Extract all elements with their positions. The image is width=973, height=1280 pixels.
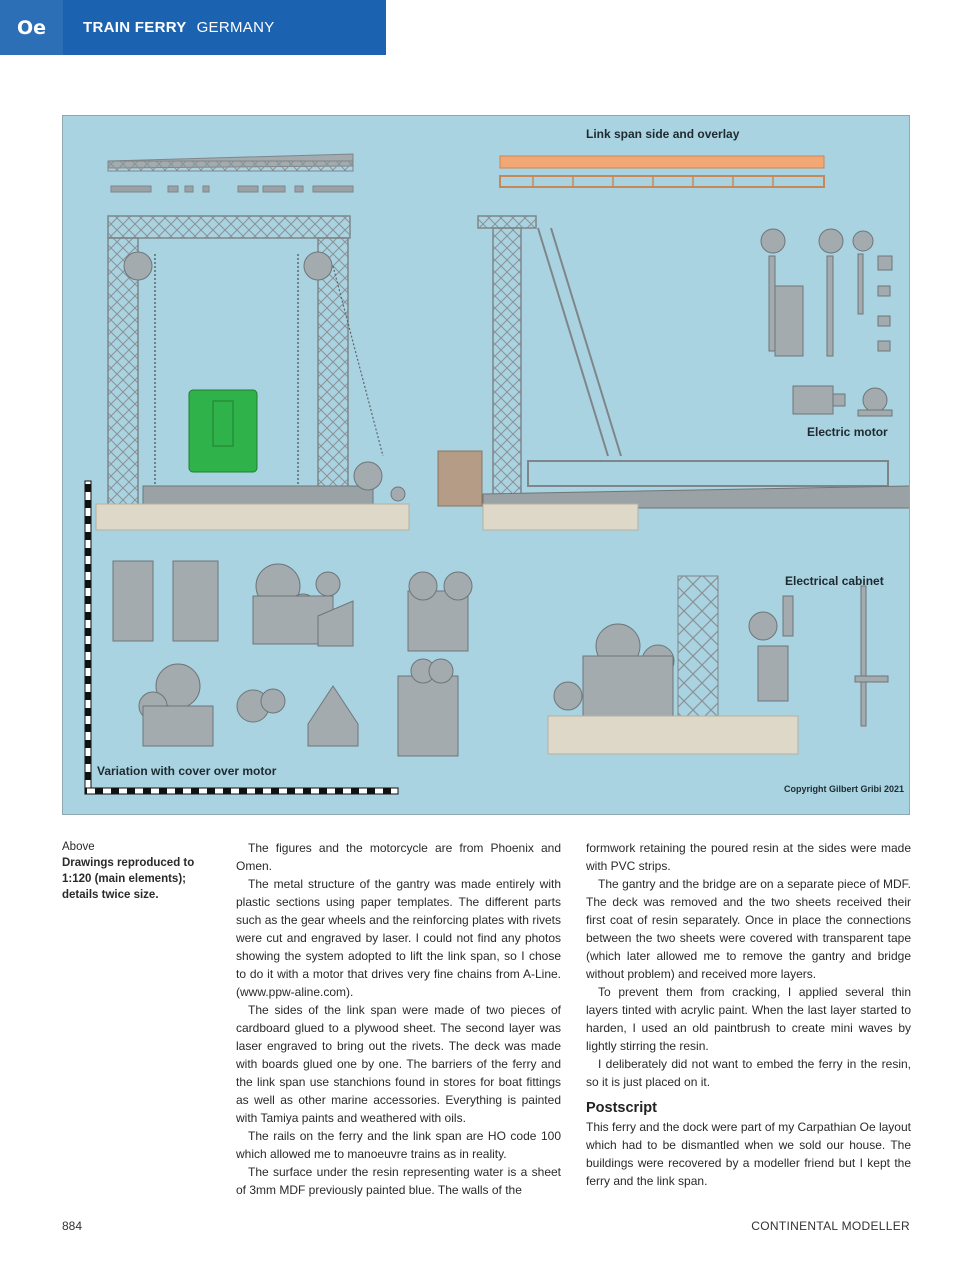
truss-span-drawing	[108, 154, 353, 192]
tower-bridge-drawing	[438, 216, 910, 530]
badge-label: Oe	[16, 16, 47, 39]
drawing-illustration	[63, 116, 910, 815]
paragraph: The gantry and the bridge are on a separate piece of MDF. The deck was removed and the two sheets received their first coat of resin separately. Once in place the connections between the two sheets were covered with transparent tape (which later allowed me to remove the gantry and bridge without problem) and received more layers.	[586, 877, 911, 981]
label-variation: Variation with cover over motor	[97, 764, 277, 778]
pulley-parts-drawing	[761, 229, 892, 356]
technical-drawing-figure	[62, 115, 910, 815]
horizontal-scale-bar	[85, 788, 398, 794]
caption-kicker: Above	[62, 841, 95, 853]
paragraph: To prevent them from cracking, I applied several thin layers tinted with acrylic paint. When the last layer started to harden, I used an old paintbrush to create mini waves by lightly stirring the resin.	[586, 985, 911, 1053]
section-subtitle: GERMANY	[196, 19, 275, 36]
figure-caption	[62, 839, 222, 903]
section-header	[0, 0, 386, 55]
paragraph: This ferry and the dock were part of my Carpathian Oe layout which had to be dismantled when we sold our house. The buildings were recovered by a modeller friend but I kept the ferry and the link span.	[586, 1120, 911, 1188]
section-title: TRAIN FERRY	[83, 19, 187, 36]
caption-text: Drawings reproduced to 1:120 (main elements); details twice size.	[62, 857, 195, 901]
article-column-1	[236, 839, 561, 1199]
paragraph: The sides of the link span were made of two pieces of cardboard glued to a plywood sheet. The second layer was laser engraved to bring out the rivets. The deck was made with boards glued one by one. The barriers of the ferry and the link span use stanchions found in stores for boat fittings as well as other marine accessories. Everything is painted with Tamiya paints and weathered with oils.	[236, 1003, 561, 1125]
magazine-name: CONTINENTAL MODELLER	[751, 1219, 910, 1233]
winch-machinery-drawing	[113, 561, 472, 756]
section-badge	[0, 0, 63, 55]
paragraph: The surface under the resin representing water is a sheet of 3mm MDF previously painted blue. The walls of the	[236, 1165, 561, 1197]
label-electrical-cabinet: Electrical cabinet	[785, 574, 884, 588]
postscript-heading: Postscript	[586, 1100, 657, 1116]
article-column-2	[586, 839, 911, 1190]
paragraph: I deliberately did not want to embed the ferry in the resin, so it is just placed on it.	[586, 1057, 911, 1089]
electrical-cabinet-drawing	[548, 576, 888, 754]
electric-motor-drawing	[793, 386, 892, 416]
copyright-notice: Copyright Gilbert Gribi 2021	[784, 784, 905, 794]
gantry-drawing	[96, 216, 409, 530]
section-title-bar	[63, 0, 386, 55]
paragraph: formwork retaining the poured resin at the sides were made with PVC strips.	[586, 841, 911, 873]
label-link-span: Link span side and overlay	[586, 127, 740, 141]
paragraph: The figures and the motorcycle are from Phoenix and Omen.	[236, 841, 561, 873]
paragraph: The rails on the ferry and the link span are HO code 100 which allowed me to manoeuvre trains as in reality.	[236, 1129, 561, 1161]
vertical-scale-bar	[85, 481, 91, 791]
link-span-overlay-drawing	[500, 156, 824, 187]
label-electric-motor: Electric motor	[807, 425, 888, 439]
paragraph: The metal structure of the gantry was made entirely with plastic sections using paper templates. The different parts such as the gear wheels and the reinforcing plates with rivets were cut and engraved by laser. I could not find any photos showing the system adopted to lift the link span, so I chose to do it with a motor that drives very fine chains from A-Line. (www.ppw-aline.com).	[236, 877, 561, 999]
page-number: 884	[62, 1219, 83, 1233]
